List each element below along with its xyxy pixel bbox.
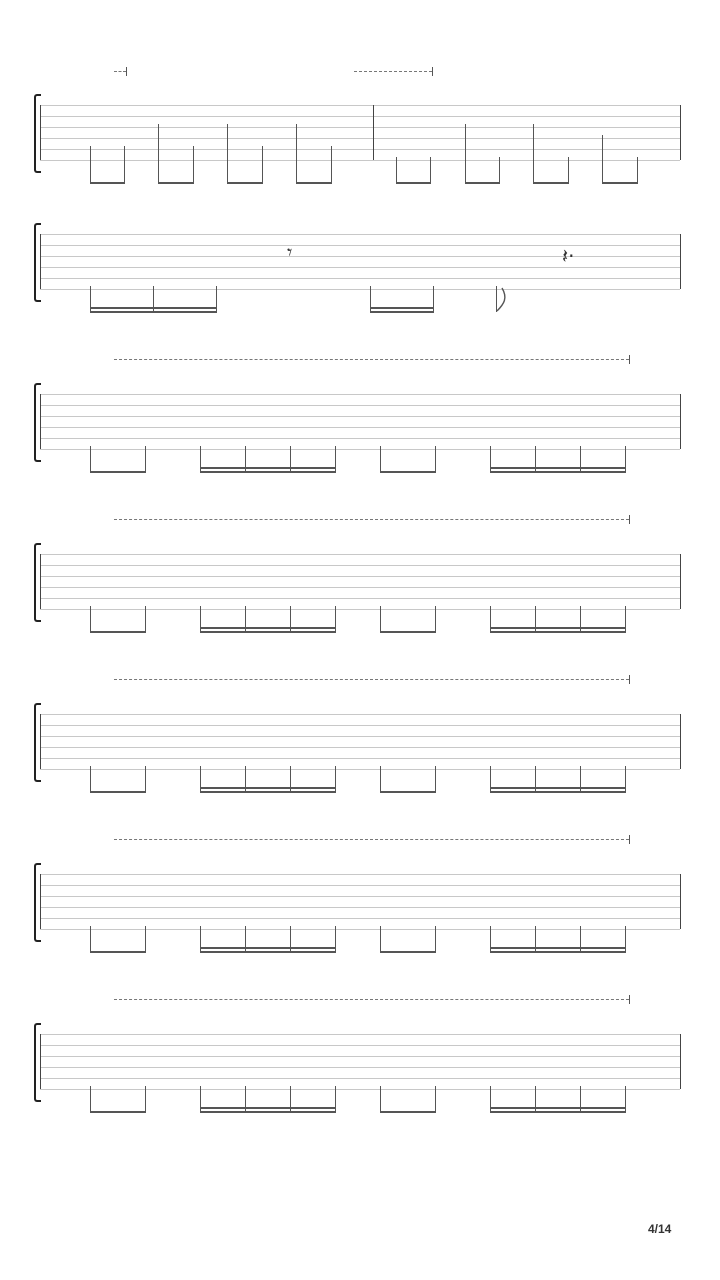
staff-line [40,427,680,428]
staff-line [40,160,680,161]
staff-line [40,769,680,770]
note-stem [435,766,436,793]
palm-mute-extension [114,839,629,840]
note-beam [380,1111,436,1113]
palm-mute-end-mark [629,835,630,844]
staff-line [40,138,680,139]
staff-line [40,929,680,930]
note-stem [262,146,263,184]
note-stem [380,926,381,953]
staff-line [40,598,680,599]
note-stem [533,124,534,184]
note-beam [380,791,436,793]
note-stem [145,1086,146,1113]
note-beam [90,951,146,953]
note-stem [90,446,91,473]
note-beam [227,182,263,184]
staff-line [40,234,680,235]
palm-mute-extension [114,999,629,1000]
barline-end [680,874,681,929]
palm-mute-end-mark [629,675,630,684]
staff-line [40,725,680,726]
note-beam [200,791,336,793]
staff-line [40,405,680,406]
staff-line [40,885,680,886]
note-stem [90,606,91,633]
note-beam [490,951,626,953]
note-beam [90,471,146,473]
eighth-note-flag-icon [496,286,510,312]
staff-line [40,609,680,610]
note-beam [200,787,336,789]
page-number: 4/14 [648,1222,672,1236]
palm-mute-extension [114,359,629,360]
staff-line [40,714,680,715]
staff-line [40,736,680,737]
note-beam [490,791,626,793]
note-beam [200,951,336,953]
staff-line [40,127,680,128]
staff-line [40,149,680,150]
barline-end [680,105,681,160]
note-beam [90,791,146,793]
palm-mute-extension [114,519,629,520]
note-stem [145,766,146,793]
staff-line [40,438,680,439]
note-beam [533,182,569,184]
staff-line [40,587,680,588]
system-brace [34,543,41,622]
note-stem [124,146,125,184]
staff-line [40,449,680,450]
system-brace [34,383,41,462]
palm-mute-end-mark [629,515,630,524]
barline-end [680,714,681,769]
note-beam [490,631,626,633]
staff-line [40,116,680,117]
staff-line [40,907,680,908]
palm-mute-end-mark [432,67,433,76]
note-beam [490,467,626,469]
note-beam [490,1111,626,1113]
note-beam [490,471,626,473]
note-stem [90,926,91,953]
staff-line [40,394,680,395]
note-beam [158,182,194,184]
note-beam [200,471,336,473]
note-beam [380,631,436,633]
note-beam [200,1111,336,1113]
staff-line [40,245,680,246]
note-stem [435,446,436,473]
note-stem [602,135,603,184]
staff-line [40,565,680,566]
note-beam [200,1107,336,1109]
note-stem [435,606,436,633]
note-stem [637,157,638,184]
note-stem [568,157,569,184]
staff-line [40,105,680,106]
note-stem [145,446,146,473]
note-stem [145,926,146,953]
note-stem [380,606,381,633]
barline-end [680,1034,681,1089]
note-beam [490,1107,626,1109]
note-stem [90,1086,91,1113]
note-beam [602,182,638,184]
palm-mute-end-mark [126,67,127,76]
system-brace [34,94,41,173]
note-beam [200,467,336,469]
note-beam [90,311,217,313]
staff-line [40,896,680,897]
staff-line [40,416,680,417]
staff-line [40,758,680,759]
note-stem [435,1086,436,1113]
note-beam [200,631,336,633]
note-beam [370,311,434,313]
note-stem [90,766,91,793]
note-beam [490,627,626,629]
staff-line [40,1089,680,1090]
barline-end [680,554,681,609]
eighth-rest: 𝄾 [287,240,293,264]
note-stem [227,124,228,184]
note-beam [490,947,626,949]
staff-line [40,1045,680,1046]
quarter-rest-dotted: 𝄽· [562,244,575,268]
note-beam [490,787,626,789]
note-stem [331,146,332,184]
note-beam [200,627,336,629]
staff-line [40,576,680,577]
note-stem [465,124,466,184]
note-stem [499,157,500,184]
note-stem [90,146,91,184]
note-beam [296,182,332,184]
note-stem [396,157,397,184]
system-brace [34,703,41,782]
note-stem [435,926,436,953]
staff-line [40,918,680,919]
system-brace [34,1023,41,1102]
note-stem [145,606,146,633]
barline-end [680,394,681,449]
note-stem [430,157,431,184]
note-stem [193,146,194,184]
palm-mute-end-mark [629,995,630,1004]
staff-line [40,747,680,748]
note-beam [396,182,431,184]
palm-mute-extension [354,71,432,72]
staff-line [40,874,680,875]
note-beam [380,471,436,473]
staff-line [40,1034,680,1035]
system-brace [34,223,41,302]
note-beam [380,951,436,953]
note-beam [90,307,217,309]
barline-end [680,234,681,289]
note-stem [158,124,159,184]
note-beam [200,947,336,949]
note-beam [90,1111,146,1113]
palm-mute-extension [114,71,126,72]
staff-line [40,256,680,257]
staff-line [40,267,680,268]
staff-line [40,289,680,290]
note-stem [380,446,381,473]
system-brace [34,863,41,942]
note-stem [296,124,297,184]
note-beam [370,307,434,309]
palm-mute-extension [114,679,629,680]
barline-middle [373,105,374,160]
staff-line [40,554,680,555]
note-stem [380,1086,381,1113]
staff-line [40,1067,680,1068]
staff-line [40,1056,680,1057]
palm-mute-end-mark [629,355,630,364]
staff-line [40,278,680,279]
note-beam [90,631,146,633]
note-beam [465,182,500,184]
note-stem [380,766,381,793]
note-beam [90,182,125,184]
staff-line [40,1078,680,1079]
